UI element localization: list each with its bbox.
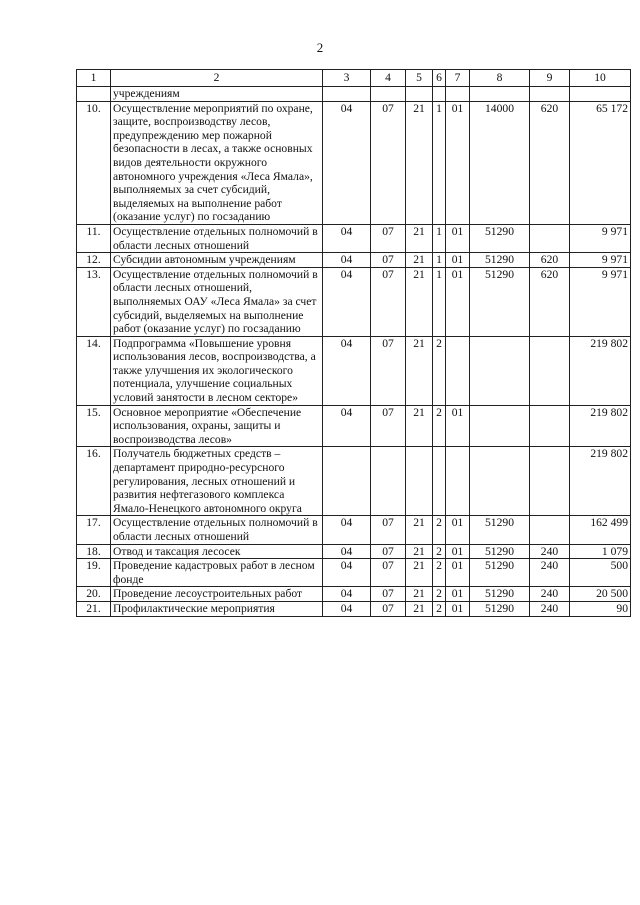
code-col-5: 21 — [406, 224, 433, 252]
code-col-4: 07 — [371, 601, 406, 616]
row-description: Проведение кадастровых работ в лесном фонде — [111, 559, 323, 587]
code-col-8 — [470, 447, 530, 516]
code-col-3: 04 — [323, 267, 371, 336]
code-col-3: 04 — [323, 587, 371, 602]
code-col-4: 07 — [371, 559, 406, 587]
row-amount: 9 971 — [570, 224, 631, 252]
row-number: 18. — [77, 544, 111, 559]
header-cell: 7 — [446, 70, 470, 87]
row-number: 10. — [77, 101, 111, 224]
table-row — [77, 87, 631, 102]
row-amount: 90 — [570, 601, 631, 616]
code-col-8: 51290 — [470, 516, 530, 544]
code-col-9 — [530, 516, 570, 544]
row-amount — [570, 87, 631, 102]
code-col-8: 51290 — [470, 587, 530, 602]
code-col-5: 21 — [406, 544, 433, 559]
row-number: 15. — [77, 405, 111, 447]
code-col-9 — [530, 224, 570, 252]
table-row — [77, 405, 631, 447]
code-col-6: 2 — [433, 405, 446, 447]
code-col-7: 01 — [446, 101, 470, 224]
code-col-8 — [470, 87, 530, 102]
code-col-6: 1 — [433, 224, 446, 252]
code-col-9: 240 — [530, 559, 570, 587]
page-number: 2 — [316, 40, 324, 55]
code-col-6: 2 — [433, 559, 446, 587]
row-number: 16. — [77, 447, 111, 516]
table-row — [77, 544, 631, 559]
row-description: Профилактические мероприятия — [111, 601, 323, 616]
code-col-4: 07 — [371, 101, 406, 224]
code-col-4: 07 — [371, 336, 406, 405]
table-row — [77, 601, 631, 616]
row-description: Осуществление мероприятий по охране, защите, воспроизводству лесов, предупреждению мер пожарной безопасности в лесах, а также основных видов деятельности окружного автономного учреждения «Леса Ямала», выполняемых за счет субсидий, выделяемых на выполнение работ (оказание услуг) по госзаданию — [111, 101, 323, 224]
code-col-5: 21 — [406, 253, 433, 268]
code-col-3: 04 — [323, 559, 371, 587]
code-col-8 — [470, 405, 530, 447]
code-col-6: 2 — [433, 601, 446, 616]
row-amount: 219 802 — [570, 447, 631, 516]
code-col-6: 2 — [433, 336, 446, 405]
table-row — [77, 253, 631, 268]
code-col-5: 21 — [406, 101, 433, 224]
header-row — [77, 70, 631, 87]
code-col-3: 04 — [323, 336, 371, 405]
header-cell: 9 — [530, 70, 570, 87]
budget-table — [76, 69, 631, 617]
code-col-6 — [433, 447, 446, 516]
row-number: 17. — [77, 516, 111, 544]
code-col-8: 51290 — [470, 253, 530, 268]
code-col-9: 620 — [530, 267, 570, 336]
row-number: 20. — [77, 587, 111, 602]
row-number: 19. — [77, 559, 111, 587]
code-col-7: 01 — [446, 267, 470, 336]
code-col-4: 07 — [371, 587, 406, 602]
code-col-6: 2 — [433, 516, 446, 544]
code-col-7: 01 — [446, 405, 470, 447]
code-col-7: 01 — [446, 601, 470, 616]
code-col-7 — [446, 336, 470, 405]
code-col-6: 2 — [433, 587, 446, 602]
code-col-7 — [446, 447, 470, 516]
code-col-3: 04 — [323, 601, 371, 616]
code-col-6: 1 — [433, 253, 446, 268]
table-row — [77, 336, 631, 405]
row-description: Осуществление отдельных полномочий в области лесных отношений — [111, 224, 323, 252]
code-col-4 — [371, 87, 406, 102]
code-col-4 — [371, 447, 406, 516]
code-col-7: 01 — [446, 224, 470, 252]
code-col-6: 2 — [433, 544, 446, 559]
row-number: 13. — [77, 267, 111, 336]
row-amount: 9 971 — [570, 267, 631, 336]
code-col-5: 21 — [406, 336, 433, 405]
code-col-8: 51290 — [470, 559, 530, 587]
code-col-3: 04 — [323, 101, 371, 224]
code-col-9 — [530, 405, 570, 447]
code-col-9 — [530, 447, 570, 516]
row-amount: 500 — [570, 559, 631, 587]
code-col-5: 21 — [406, 559, 433, 587]
code-col-4: 07 — [371, 224, 406, 252]
header-cell: 5 — [406, 70, 433, 87]
code-col-3: 04 — [323, 544, 371, 559]
row-number: 11. — [77, 224, 111, 252]
code-col-8: 51290 — [470, 544, 530, 559]
code-col-5: 21 — [406, 587, 433, 602]
code-col-8 — [470, 336, 530, 405]
code-col-4: 07 — [371, 267, 406, 336]
code-col-8: 14000 — [470, 101, 530, 224]
code-col-5: 21 — [406, 405, 433, 447]
code-col-9: 620 — [530, 101, 570, 224]
code-col-3 — [323, 87, 371, 102]
row-amount: 1 079 — [570, 544, 631, 559]
code-col-9: 240 — [530, 587, 570, 602]
code-col-5 — [406, 447, 433, 516]
code-col-4: 07 — [371, 544, 406, 559]
row-amount: 219 802 — [570, 405, 631, 447]
code-col-5 — [406, 87, 433, 102]
row-description: Получатель бюджетных средств – департамент природно-ресурсного регулирования, лесных отношений и развития нефтегазового комплекса Ямало-Ненецкого автономного округа — [111, 447, 323, 516]
code-col-7: 01 — [446, 559, 470, 587]
row-description: Отвод и таксация лесосек — [111, 544, 323, 559]
code-col-7: 01 — [446, 587, 470, 602]
code-col-8: 51290 — [470, 267, 530, 336]
table-row — [77, 559, 631, 587]
code-col-4: 07 — [371, 516, 406, 544]
row-amount: 219 802 — [570, 336, 631, 405]
code-col-9: 620 — [530, 253, 570, 268]
code-col-5: 21 — [406, 601, 433, 616]
row-description: Субсидии автономным учреждениям — [111, 253, 323, 268]
code-col-7: 01 — [446, 253, 470, 268]
header-cell: 8 — [470, 70, 530, 87]
header-cell: 4 — [371, 70, 406, 87]
code-col-9 — [530, 336, 570, 405]
header-cell: 10 — [570, 70, 631, 87]
row-description: Проведение лесоустроительных работ — [111, 587, 323, 602]
code-col-7: 01 — [446, 516, 470, 544]
code-col-4: 07 — [371, 253, 406, 268]
row-amount: 20 500 — [570, 587, 631, 602]
row-number: 14. — [77, 336, 111, 405]
code-col-3: 04 — [323, 224, 371, 252]
code-col-8: 51290 — [470, 224, 530, 252]
row-description: Основное мероприятие «Обеспечение использования, охраны, защиты и воспроизводства лесов» — [111, 405, 323, 447]
header-cell: 3 — [323, 70, 371, 87]
row-amount: 162 499 — [570, 516, 631, 544]
row-description: Осуществление отдельных полномочий в области лесных отношений — [111, 516, 323, 544]
code-col-7 — [446, 87, 470, 102]
table-row — [77, 516, 631, 544]
row-amount: 65 172 — [570, 101, 631, 224]
table-row — [77, 447, 631, 516]
code-col-6: 1 — [433, 101, 446, 224]
table-row — [77, 267, 631, 336]
code-col-4: 07 — [371, 405, 406, 447]
code-col-6 — [433, 87, 446, 102]
header-cell: 6 — [433, 70, 446, 87]
code-col-3: 04 — [323, 405, 371, 447]
table-row — [77, 224, 631, 252]
table-body — [77, 87, 631, 617]
code-col-3: 04 — [323, 516, 371, 544]
code-col-3 — [323, 447, 371, 516]
code-col-9 — [530, 87, 570, 102]
row-description: учреждениям — [111, 87, 323, 102]
table-row — [77, 587, 631, 602]
code-col-9: 240 — [530, 601, 570, 616]
code-col-3: 04 — [323, 253, 371, 268]
code-col-5: 21 — [406, 267, 433, 336]
row-amount: 9 971 — [570, 253, 631, 268]
header-cell: 1 — [77, 70, 111, 87]
code-col-5: 21 — [406, 516, 433, 544]
row-number — [77, 87, 111, 102]
header-cell: 2 — [111, 70, 323, 87]
code-col-7: 01 — [446, 544, 470, 559]
row-number: 12. — [77, 253, 111, 268]
row-description: Подпрограмма «Повышение уровня использования лесов, воспроизводства, а также улучшения их экологического потенциала, улучшение социальных условий занятости в лесном секторе» — [111, 336, 323, 405]
code-col-6: 1 — [433, 267, 446, 336]
code-col-8: 51290 — [470, 601, 530, 616]
table-row — [77, 101, 631, 224]
row-number: 21. — [77, 601, 111, 616]
row-description: Осуществление отдельных полномочий в области лесных отношений, выполняемых ОАУ «Леса Ямала» за счет субсидий, выделяемых на выполнение работ (оказание услуг) по госзаданию — [111, 267, 323, 336]
code-col-9: 240 — [530, 544, 570, 559]
